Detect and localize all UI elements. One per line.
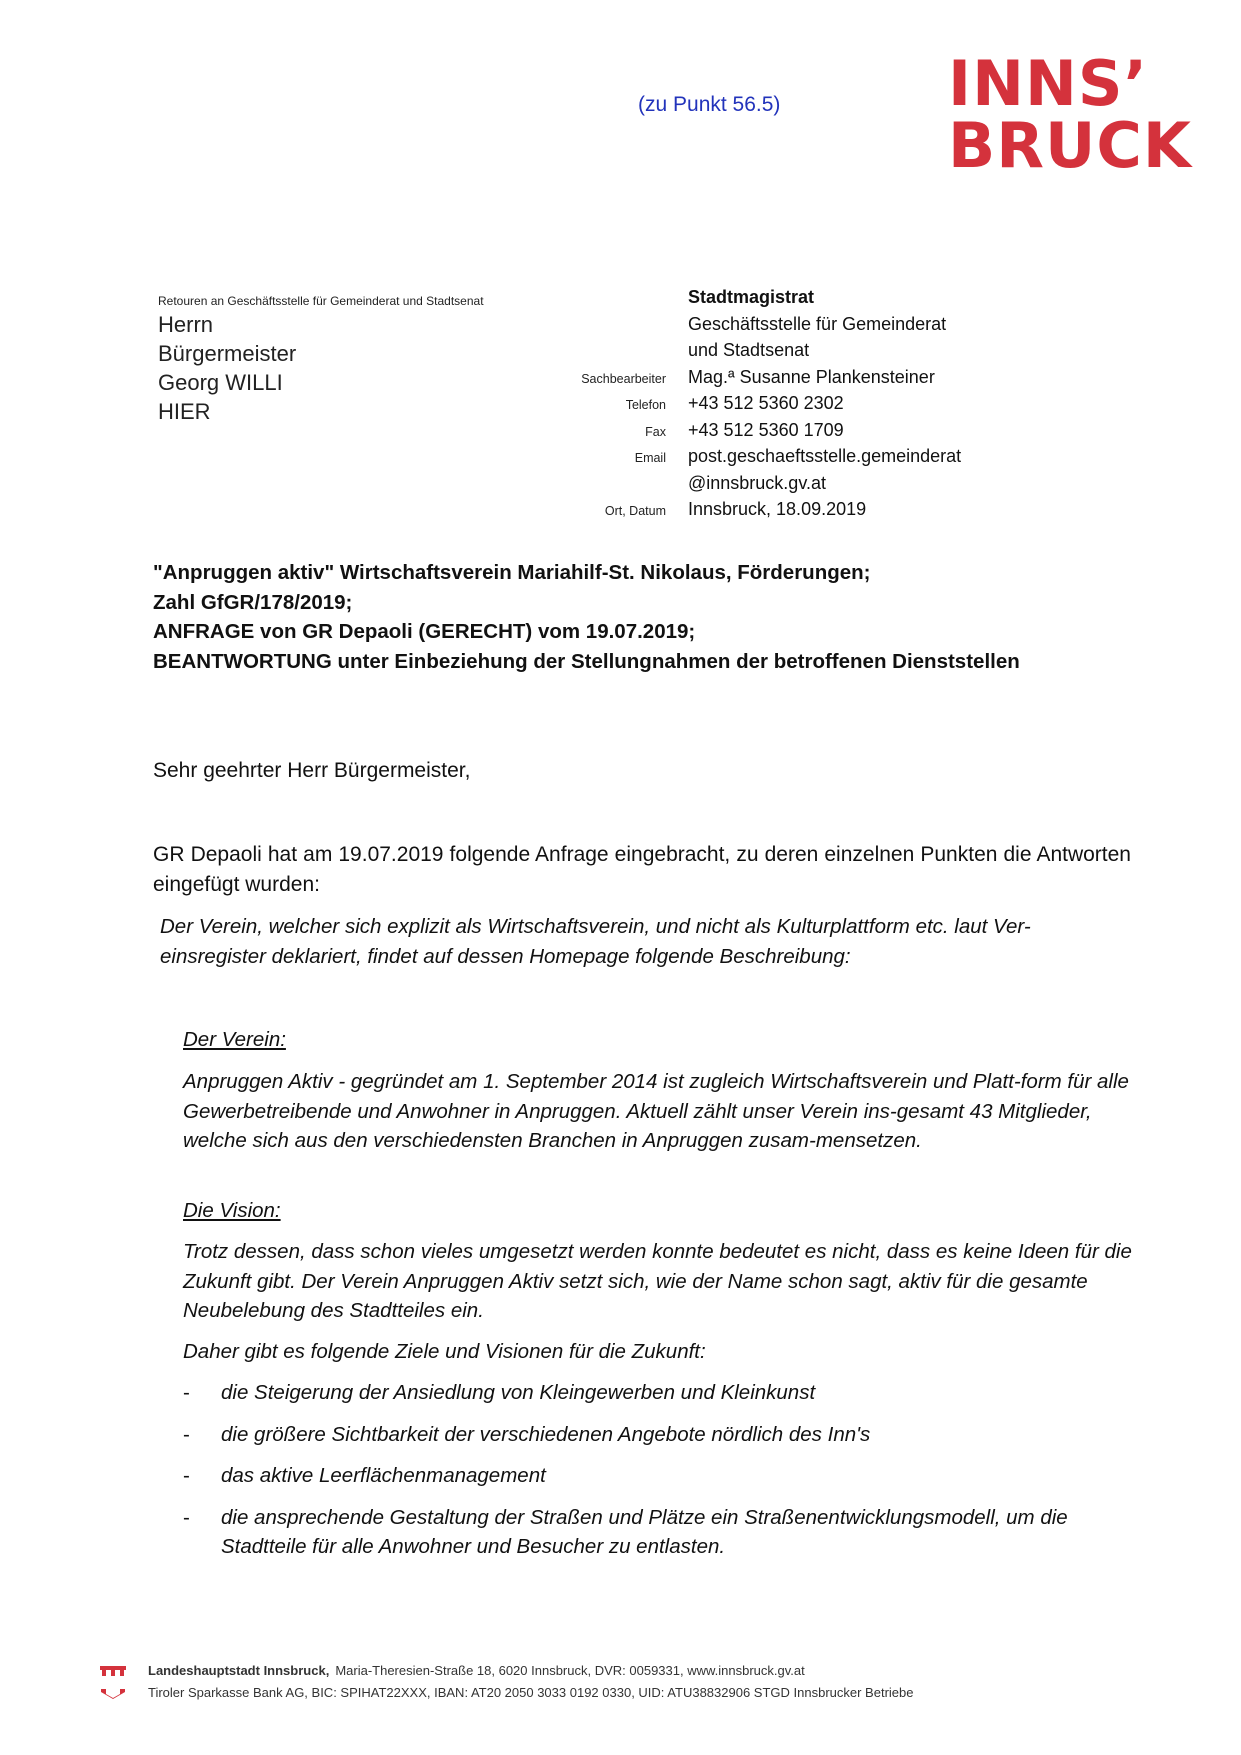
innsbruck-crest-icon <box>100 1686 126 1700</box>
footer-address: Maria-Theresien-Straße 18, 6020 Innsbruck, DVR: 0059331, www.innsbruck.gv.at <box>335 1663 805 1678</box>
email-address: post.geschaeftsstelle.gemeinderat <box>688 446 962 466</box>
vision-paragraph: Trotz dessen, dass schon vieles umgesetzt werden konnte bedeutet es nicht, dass es keine Ideen für die Zukunft gibt. Der Verein Anpruggen Aktiv setzt sich, wie der Name schon sagt, aktiv für die gesamte Neubelebung des Stadtteiles ein. <box>183 1240 1132 1322</box>
list-item-text: das aktive Leerflächenmanagement <box>221 1464 546 1487</box>
reference-note: (zu Punkt 56.5) <box>638 93 781 116</box>
list-item <box>183 1378 1133 1408</box>
subject-line: "Anpruggen aktiv" Wirtschaftsverein Mariahilf-St. Nikolaus, Förderungen; <box>153 561 871 584</box>
list-dash: - <box>183 1381 190 1404</box>
footer-org: Landeshauptstadt Innsbruck, <box>148 1663 330 1678</box>
subject-block <box>153 558 1153 676</box>
return-address-note: Retouren an Geschäftsstelle für Gemeinderat und Stadtsenat <box>158 294 484 308</box>
verein-heading: Der Verein: <box>183 1028 286 1051</box>
email-address: @innsbruck.gv.at <box>688 472 826 493</box>
footer-bank: Tiroler Sparkasse Bank AG, BIC: SPIHAT22XXX, IBAN: AT20 2050 3033 0192 0330, UID: ATU38832906 STGD Innsbrucker Betriebe <box>148 1685 914 1700</box>
list-item <box>183 1420 1133 1450</box>
recipient-line: Georg WILLI <box>158 370 283 395</box>
phone-number: +43 512 5360 2302 <box>688 393 844 413</box>
recipient-line: HIER <box>158 399 211 424</box>
list-dash: - <box>183 1422 190 1446</box>
vision-heading: Die Vision: <box>183 1199 281 1222</box>
subject-line: Zahl GfGR/178/2019; <box>153 590 353 614</box>
list-item <box>183 1461 1133 1491</box>
innsbruck-bridge-icon <box>100 1664 126 1678</box>
letter-footer <box>100 1660 1200 1704</box>
list-item-text: die Steigerung der Ansiedlung von Kleingewerben und Kleinkunst <box>221 1381 816 1404</box>
list-item <box>183 1503 1133 1562</box>
logo-line-1: INNS’ <box>948 47 1149 120</box>
fax-number: +43 512 5360 1709 <box>688 419 844 440</box>
recipient-line: Bürgermeister <box>158 341 297 366</box>
fax-label: Fax <box>645 424 666 439</box>
recipient-line: Herrn <box>158 312 214 337</box>
verein-paragraph: Anpruggen Aktiv - gegründet am 1. September 2014 ist zugleich Wirtschaftsverein und Platt-form für alle Gewerbetreibende und Anwohner in Anpruggen. Aktuell zählt unser Verein ins-gesamt 43 Mitglieder, welche sich aus den verschiedensten Branchen in Anpruggen zusam-mensetzen. <box>183 1070 1129 1152</box>
list-dash: - <box>183 1464 190 1487</box>
clerk-label: Sachbearbeiter <box>581 371 666 386</box>
recipient-address <box>158 310 296 426</box>
intro-paragraph: GR Depaoli hat am 19.07.2019 folgende Anfrage eingebracht, zu deren einzelnen Punkten die Antworten eingefügt wurden: <box>153 843 1131 896</box>
list-dash: - <box>183 1505 190 1529</box>
goals-intro: Daher gibt es folgende Ziele und Visionen für die Zukunft: <box>183 1340 706 1363</box>
salutation: Sehr geehrter Herr Bürgermeister, <box>153 759 471 782</box>
quote-intro-paragraph: Der Verein, welcher sich explizit als Wirtschaftsverein, und nicht als Kulturplattform etc. laut Ver-einsregister deklariert, findet auf dessen Homepage folgende Beschreibung: <box>160 915 1031 968</box>
innsbruck-logo <box>948 47 1198 182</box>
date-label: Ort, Datum <box>604 504 666 518</box>
logo-line-2: BRUCK <box>948 109 1192 182</box>
clerk-name: Mag.ª Susanne Plankensteiner <box>688 366 935 387</box>
sender-dept: Geschäftsstelle für Gemeinderat <box>688 313 947 334</box>
email-label: Email <box>634 451 666 465</box>
phone-label: Telefon <box>625 398 666 412</box>
sender-dept: und Stadtsenat <box>688 340 810 360</box>
goals-list <box>183 1378 1133 1574</box>
sender-org: Stadtmagistrat <box>688 287 815 307</box>
sender-block <box>500 284 1060 523</box>
list-item-text: die größere Sichtbarkeit der verschiedenen Angebote nördlich des Inn's <box>221 1422 871 1446</box>
list-item-text: die ansprechende Gestaltung der Straßen und Plätze ein Straßenentwicklungsmodell, um die Stadtteile für alle Anwohner und Besucher zu entlasten. <box>221 1505 1068 1558</box>
place-date: Innsbruck, 18.09.2019 <box>688 499 867 519</box>
subject-line: BEANTWORTUNG unter Einbeziehung der Stellungnahmen der betroffenen Dienststellen <box>153 649 1020 673</box>
subject-line: ANFRAGE von GR Depaoli (GERECHT) vom 19.07.2019; <box>153 620 696 643</box>
